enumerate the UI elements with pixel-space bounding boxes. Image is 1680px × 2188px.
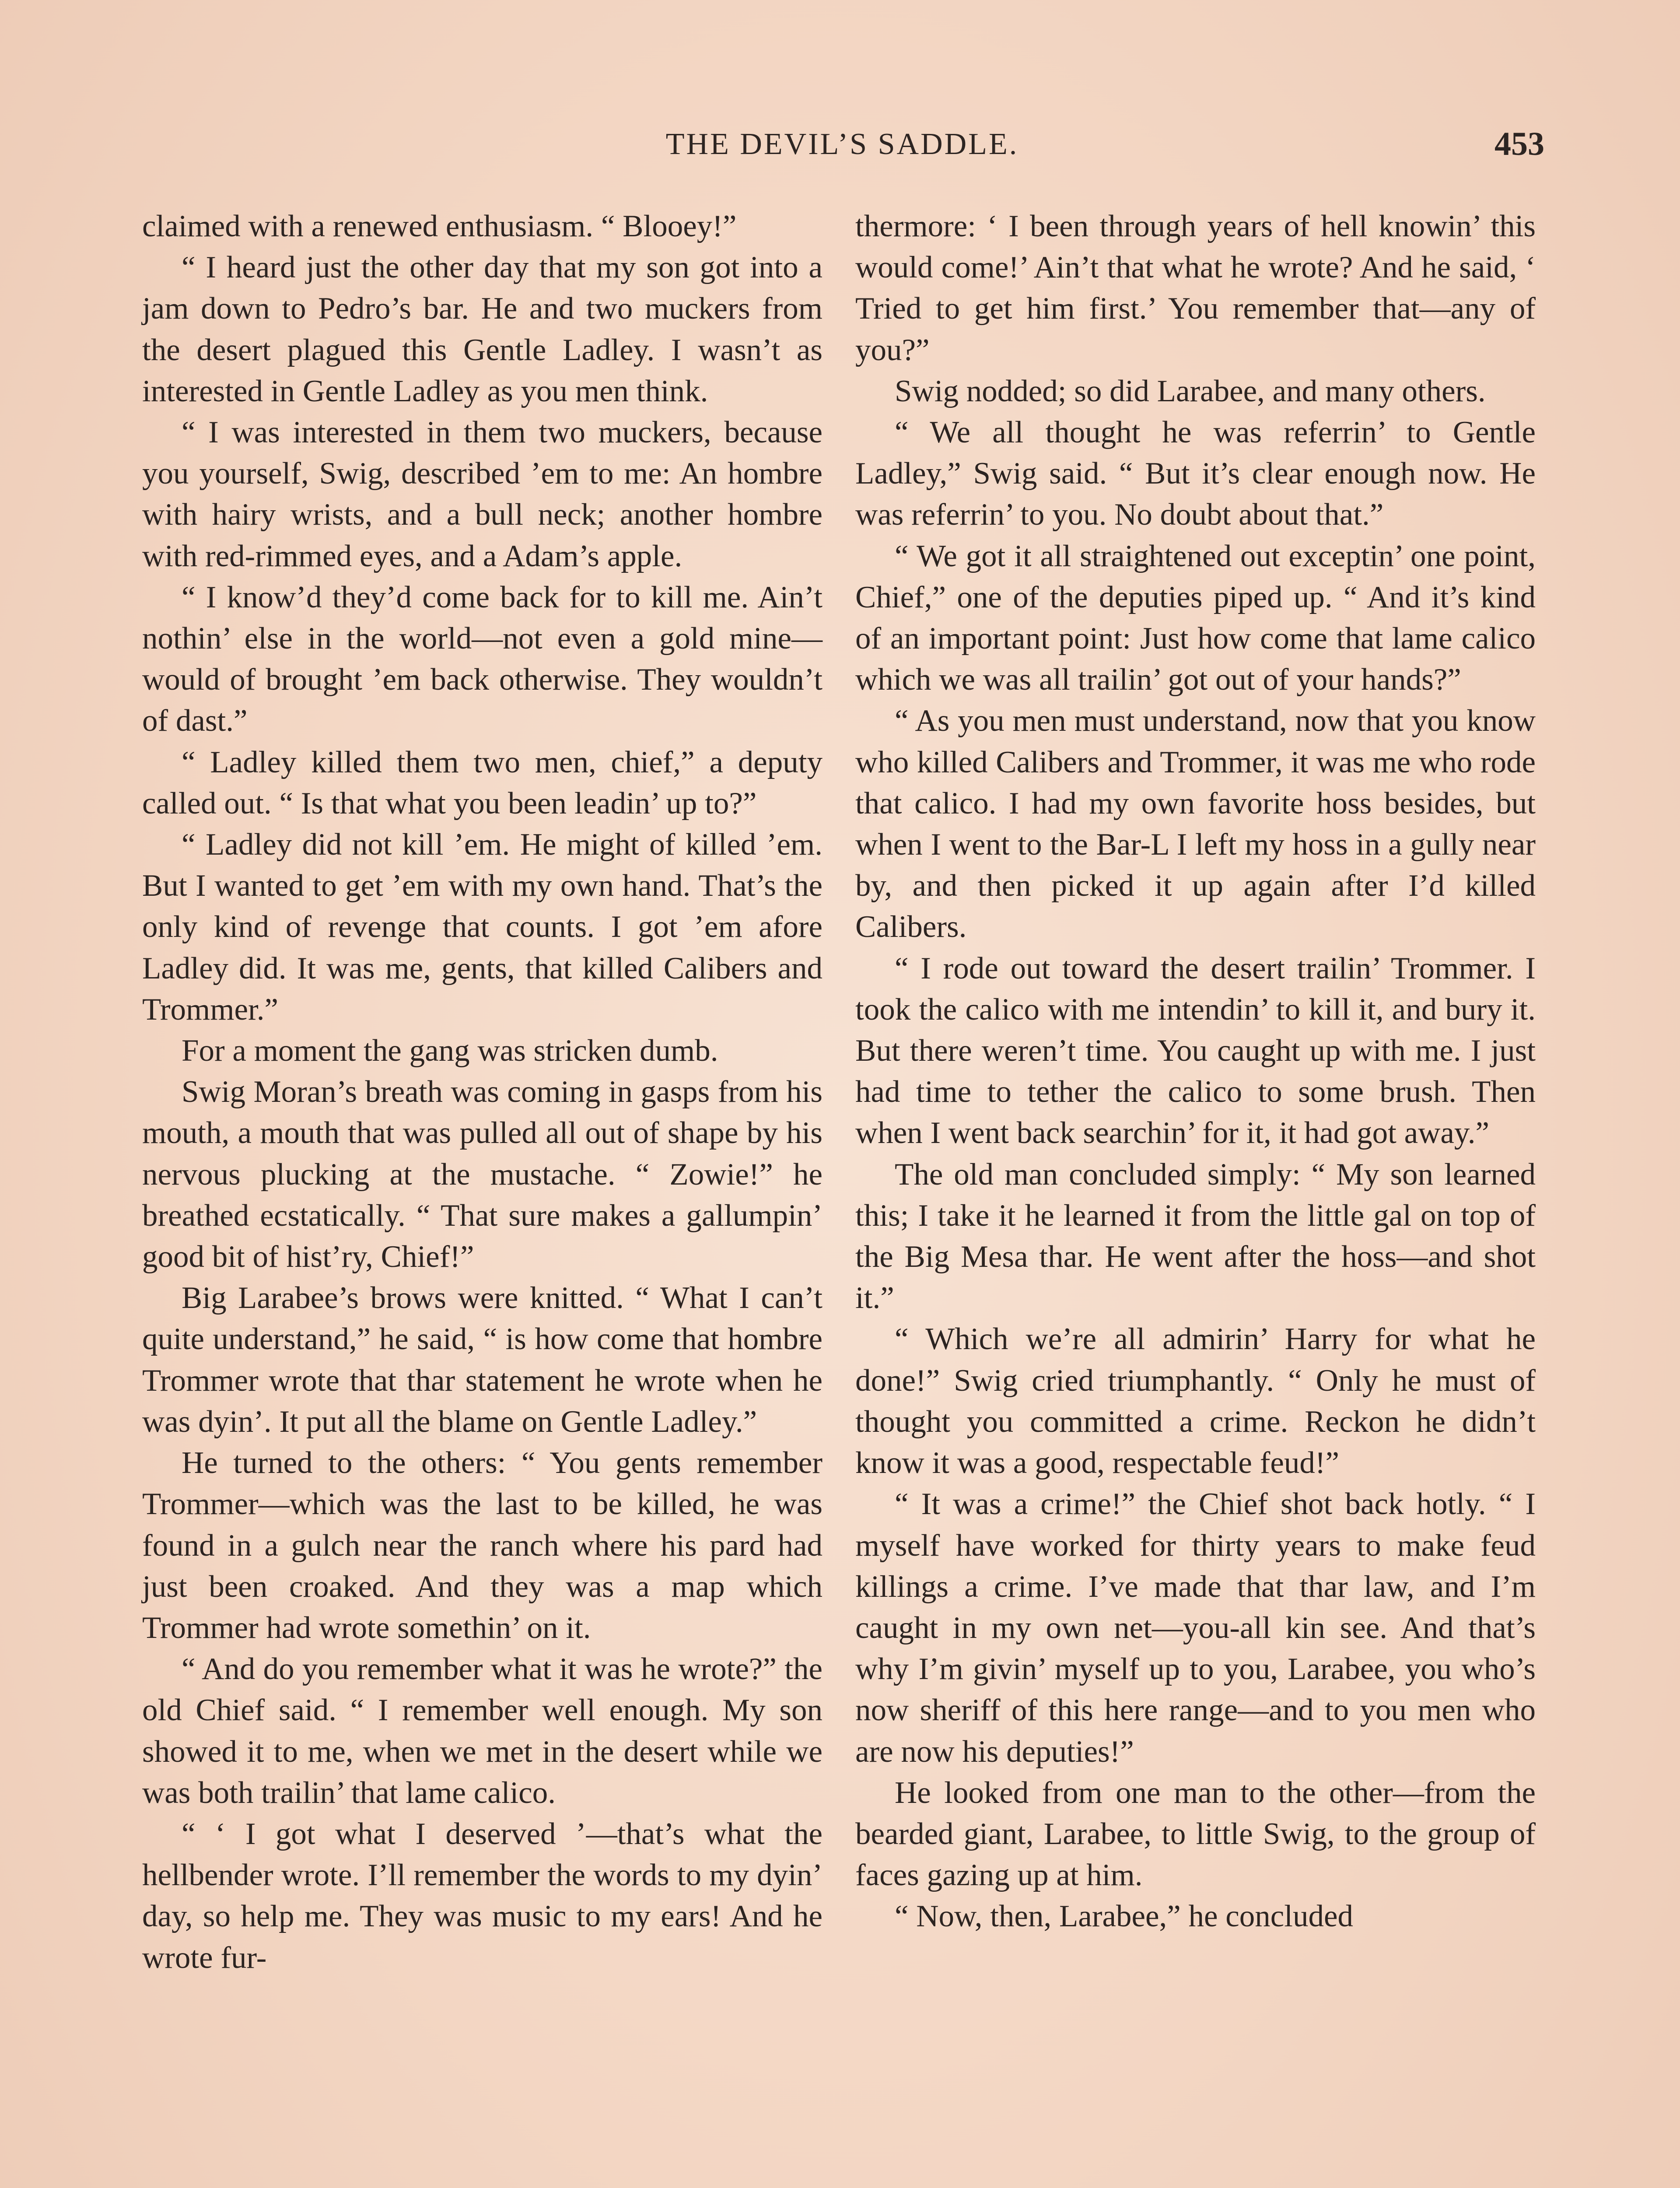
paragraph: The old man concluded simply: “ My son learned this; I take it he learned it from the little gal on top of the Big Mesa thar. He went after the hoss—and shot it.” — [855, 1157, 1536, 1315]
paragraph: claimed with a renewed enthusiasm. “ Blooey!” — [142, 209, 737, 243]
paragraph: “ I rode out toward the desert trailin’ Trommer. I took the calico with me intendin’ to kill it, and bury it. But there weren’t time. You caught up with me. I just had time to tether the calico to some brush. Then when I went back searchin’ for it, it had got away.” — [855, 951, 1536, 1150]
page-header — [140, 127, 1544, 175]
paragraph: “ Which we’re all admirin’ Harry for what he done!” Swig cried triumphantly. “ Only he must of thought you committed a crime. Reckon he didn’t know it was a good, respectable feud!” — [855, 1322, 1536, 1480]
paragraph: “ Ladley killed them two men, chief,” a deputy called out. “ Is that what you been leadin’ up to?” — [142, 745, 822, 820]
paragraph: “ ‘ I got what I deserved ’—that’s what the hellbender wrote. I’ll remember the words to my dyin’ day, so help me. They was music to my ears! And he wrote fur- — [142, 1816, 822, 1975]
running-title: THE DEVIL’S SADDLE. — [665, 127, 1019, 161]
paragraph: “ I know’d they’d come back for to kill me. Ain’t nothin’ else in the world—not even a gold mine—would of brought ’em back otherwise. They wouldn’t of dast.” — [142, 580, 822, 738]
paragraph: “ I heard just the other day that my son got into a jam down to Pedro’s bar. He and two muckers from the desert plagued this Gentle Ladley. I wasn’t as interested in Gentle Ladley as you men think. — [142, 250, 822, 408]
page-number: 453 — [1494, 126, 1544, 162]
right-column — [855, 206, 1536, 1937]
paragraph: Swig Moran’s breath was coming in gasps from his mouth, a mouth that was pulled all out of shape by his nervous plucking at the mustache. “ Zowie!” he breathed ecstatically. “ That sure makes a gallumpin’ good bit of hist’ry, Chief!” — [142, 1075, 822, 1274]
paragraph: “ It was a crime!” the Chief shot back hotly. “ I myself have worked for thirty years to make feud killings a crime. I’ve made that thar law, and I’m caught in my own net—you-all kin see. And that’s why I’m givin’ myself up to you, Larabee, you who’s now sheriff of this here range—and to you men who are now his deputies!” — [855, 1487, 1536, 1769]
paragraph: thermore: ‘ I been through years of hell knowin’ this would come!’ Ain’t that what he wrote? And he said, ‘ Tried to get him first.’ You remember that—any of you?” — [855, 209, 1536, 367]
paragraph: “ And do you remember what it was he wrote?” the old Chief said. “ I remember well enough. My son showed it to me, when we met in the desert while we was both trailin’ that lame calico. — [142, 1652, 822, 1810]
left-column — [142, 206, 822, 1978]
paragraph: He looked from one man to the other—from the bearded giant, Larabee, to little Swig, to the group of faces gazing up at him. — [855, 1775, 1536, 1893]
paragraph: “ As you men must understand, now that you know who killed Calibers and Trommer, it was me who rode that calico. I had my own favorite hoss besides, but when I went to the Bar-L I left my hoss in a gully near by, and then picked it up again after I’d killed Calibers. — [855, 704, 1536, 944]
paragraph: “ We all thought he was referrin’ to Gentle Ladley,” Swig said. “ But it’s clear enough now. He was referrin’ to you. No doubt about that.” — [855, 415, 1536, 532]
paragraph: “ Now, then, Larabee,” he concluded — [895, 1899, 1354, 1934]
paragraph: “ I was interested in them two muckers, because you yourself, Swig, described ’em to me: An hombre with hairy wrists, and a bull neck; another hombre with red-rimmed eyes, and a Adam’s apple. — [142, 415, 822, 573]
paragraph: Swig nodded; so did Larabee, and many others. — [895, 374, 1486, 408]
paragraph: Big Larabee’s brows were knitted. “ What I can’t quite understand,” he said, “ is how come that hombre Trommer wrote that thar statement he wrote when he was dyin’. It put all the blame on Gentle Ladley.” — [142, 1281, 822, 1439]
paragraph: “ Ladley did not kill ’em. He might of killed ’em. But I wanted to get ’em with my own hand. That’s the only kind of revenge that counts. I got ’em afore Ladley did. It was me, gents, that killed Calibers and Trommer.” — [142, 828, 822, 1027]
paragraph: “ We got it all straightened out exceptin’ one point, Chief,” one of the deputies piped up. “ And it’s kind of an important point: Just how come that lame calico which we was all trailin’ got out of your hands?” — [855, 539, 1536, 697]
paragraph: For a moment the gang was stricken dumb. — [182, 1034, 718, 1068]
paragraph: He turned to the others: “ You gents remember Trommer—which was the last to be killed, he was found in a gulch near the ranch where his pard had just been croaked. And they was a map which Trommer had wrote somethin’ on it. — [142, 1446, 822, 1645]
